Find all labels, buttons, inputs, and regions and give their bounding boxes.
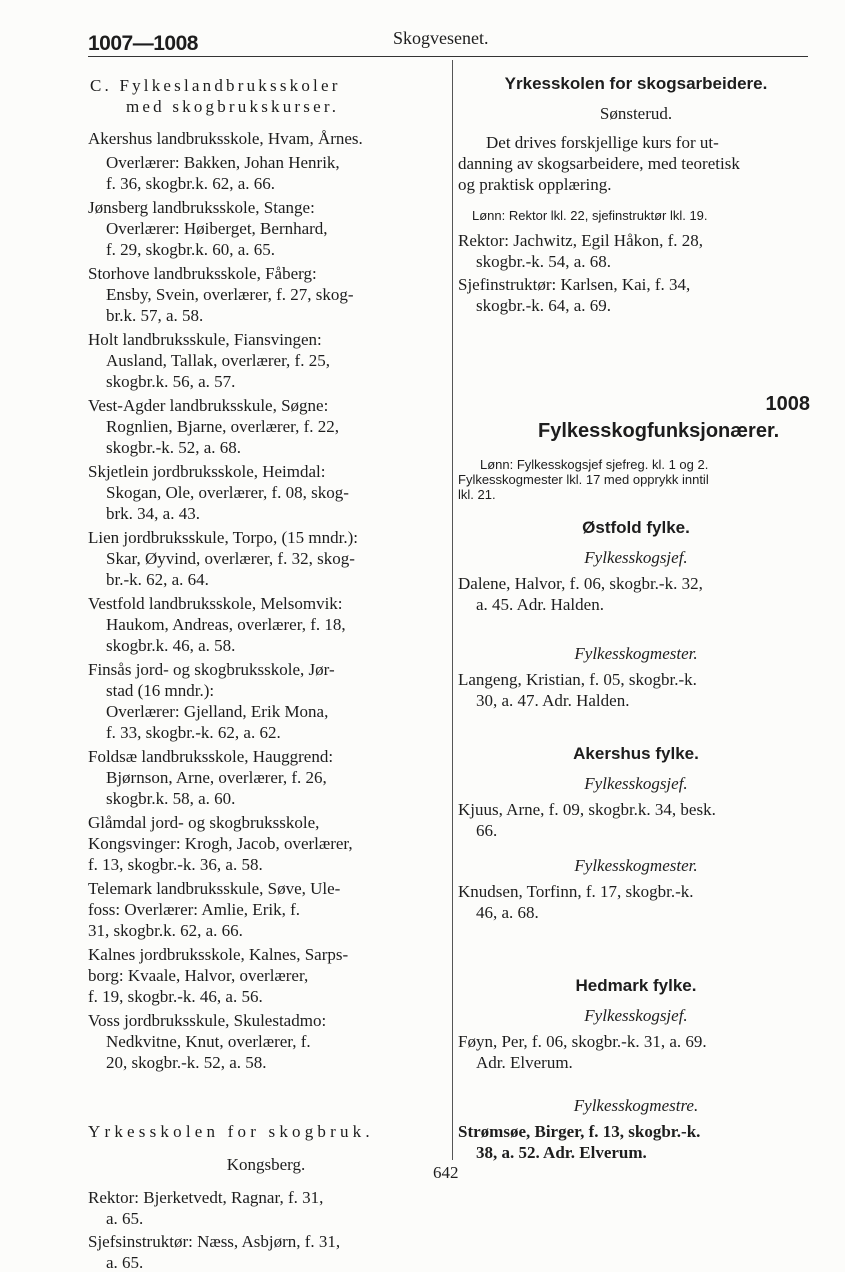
school-entry-line: f. 33, skogbr.-k. 62, a. 62. [106,723,281,742]
school-entry-line: 20, skogbr.-k. 52, a. 58. [106,1053,267,1072]
role-label: Fylkesskogmester. [574,644,698,663]
school-entry-line: Ausland, Tallak, overlærer, f. 25, [106,351,330,370]
person-line: 38, a. 52. Adr. Elverum. [476,1143,647,1162]
school-entry-line: skogbr.k. 58, a. 60. [106,789,236,808]
school-list [88,129,444,1072]
county-heading: Hedmark fylke. [575,976,697,995]
salary-note: Fylkesskogmester lkl. 17 med opprykk inntil [458,472,709,487]
role-label: Fylkesskogmester. [574,856,698,875]
header-rule [88,56,808,57]
salary-note: lkl. 21. [458,487,496,502]
person-line: Føyn, Per, f. 06, skogbr.-k. 31, a. 69. [458,1032,707,1051]
school-entry-line: f. 29, skogbr.k. 60, a. 65. [106,240,276,259]
role-label: Fylkesskogsjef. [584,548,688,567]
salary-note: Lønn: Rektor lkl. 22, sjefinstruktør lkl. 19. [472,208,708,223]
staff-line: a. 65. [106,1253,144,1272]
school-entry-line: Kalnes jordbruksskole, Kalnes, Sarps- [88,945,349,964]
person-line: Knudsen, Torfinn, f. 17, skogbr.-k. [458,882,694,901]
person-line: 66. [476,821,498,840]
school-entry-line: Jønsberg landbruksskole, Stange: [88,198,315,217]
person-line: 30, a. 47. Adr. Halden. [476,691,630,710]
staff-line: Rektor: Bjerketvedt, Ragnar, f. 31, [88,1188,324,1207]
page-header [88,28,808,58]
person-line: Dalene, Halvor, f. 06, skogbr.-k. 32, [458,574,703,593]
school-place: Sønsterud. [599,104,673,123]
staff-line: skogbr.-k. 54, a. 68. [476,252,612,271]
school-entry-line: Holt landbruksskule, Fiansvingen: [88,330,322,349]
staff-line: Sjefsinstruktør: Næss, Asbjørn, f. 31, [88,1232,341,1251]
school-entry-line: br.k. 57, a. 58. [106,306,204,325]
school-entry-line: f. 13, skogbr.-k. 36, a. 58. [88,855,263,874]
school-entry-line: brk. 34, a. 43. [106,504,200,523]
person-line: Adr. Elverum. [476,1053,573,1072]
section-title-line-2: med skogbrukskurser. [126,97,340,116]
county-heading: Akershus fylke. [573,744,699,763]
running-title: Skogvesenet. [393,28,489,48]
school-entry-line: Overlærer: Gjelland, Erik Mona, [106,702,329,721]
school-entry-line: skogbr.k. 46, a. 58. [106,636,236,655]
section-number: 1008 [765,393,810,415]
staff-line: skogbr.-k. 64, a. 69. [476,296,612,315]
school-entry-line: Rognlien, Bjarne, overlærer, f. 22, [106,417,340,436]
school-entry-line: foss: Overlærer: Amlie, Erik, f. [88,900,300,919]
school-entry-line: Foldsæ landbruksskole, Hauggrend: [88,747,334,766]
school-entry-line: br.-k. 62, a. 64. [106,570,209,589]
school-entry-line: Overlærer: Bakken, Johan Henrik, [106,153,340,172]
school-entry-line: Nedkvitne, Knut, overlærer, f. [106,1032,311,1051]
school-entry-line: Overlærer: Høiberget, Bernhard, [106,219,328,238]
description-line: danning av skogsarbeidere, med teoretisk [458,154,740,173]
school-entry-line: Lien jordbruksskule, Torpo, (15 mndr.): [88,528,358,547]
school-entry-line: Haukom, Andreas, overlærer, f. 18, [106,615,346,634]
page-range: 1007—1008 [88,32,198,55]
role-label: Fylkesskogsjef. [584,1006,688,1025]
school-entry-line: Ensby, Svein, overlærer, f. 27, skog- [106,285,354,304]
section-title: Fylkesskogfunksjonærer. [538,420,780,442]
salary-note: Lønn: Fylkesskogsjef sjefreg. kl. 1 og 2. [480,457,709,472]
school-title: Yrkesskolen for skogsarbeidere. [504,74,768,93]
school-entry-line: Glåmdal jord- og skogbruksskole, [88,813,320,832]
school-entry-line: Telemark landbruksskule, Søve, Ule- [88,879,341,898]
school-entry-line: stad (16 mndr.): [106,681,215,700]
person-line: Strømsøe, Birger, f. 13, skogbr.-k. [458,1122,701,1141]
right-column [458,72,814,1162]
school-entry-line: Skogan, Ole, overlærer, f. 08, skog- [106,483,349,502]
person-line: 46, a. 68. [476,903,539,922]
role-label: Fylkesskogsjef. [584,774,688,793]
county-heading: Østfold fylke. [582,518,690,537]
school-entry-line: borg: Kvaale, Halvor, overlærer, [88,966,309,985]
school-entry-line: Skar, Øyvind, overlærer, f. 32, skog- [106,549,355,568]
school-entry-line: Vestfold landbruksskole, Melsomvik: [88,594,343,613]
description-line: Det drives forskjellige kurs for ut- [486,133,719,152]
person-line: a. 45. Adr. Halden. [476,595,604,614]
school-entry-line: Vest-Agder landbruksskule, Søgne: [88,396,329,415]
column-divider [452,60,453,1160]
school-entry-line: Bjørnson, Arne, overlærer, f. 26, [106,768,327,787]
role-label: Fylkesskogmestre. [573,1096,699,1115]
page-number: 642 [433,1163,459,1182]
school-entry-line: Finsås jord- og skogbruksskole, Jør- [88,660,335,679]
section-title-line-1: C. Fylkeslandbruksskoler [90,76,341,95]
school-title: Yrkesskolen for skogbruk. [88,1122,374,1141]
school-entry-line: skogbr.-k. 52, a. 68. [106,438,242,457]
staff-line: Rektor: Jachwitz, Egil Håkon, f. 28, [458,231,704,250]
school-entry-line: 31, skogbr.k. 62, a. 66. [88,921,243,940]
school-entry-line: Skjetlein jordbruksskole, Heimdal: [88,462,326,481]
school-entry-line: f. 19, skogbr.-k. 46, a. 56. [88,987,263,1006]
person-line: Kjuus, Arne, f. 09, skogbr.k. 34, besk. [458,800,716,819]
description-line: og praktisk opplæring. [458,175,612,194]
school-entry-line: Storhove landbruksskole, Fåberg: [88,264,317,283]
staff-line: a. 65. [106,1209,144,1228]
person-line: Langeng, Kristian, f. 05, skogbr.-k. [458,670,697,689]
school-entry-line: Voss jordbruksskule, Skulestadmo: [88,1011,327,1030]
staff-line: Sjefinstruktør: Karlsen, Kai, f. 34, [458,275,691,294]
school-entry-line: f. 36, skogbr.k. 62, a. 66. [106,174,276,193]
school-place: Kongsberg. [226,1155,306,1174]
school-entry-line: skogbr.k. 56, a. 57. [106,372,236,391]
school-entry-line: Kongsvinger: Krogh, Jacob, overlærer, [88,834,353,853]
school-entry-line: Akershus landbruksskole, Hvam, Årnes. [88,129,363,148]
left-column [88,72,444,1272]
